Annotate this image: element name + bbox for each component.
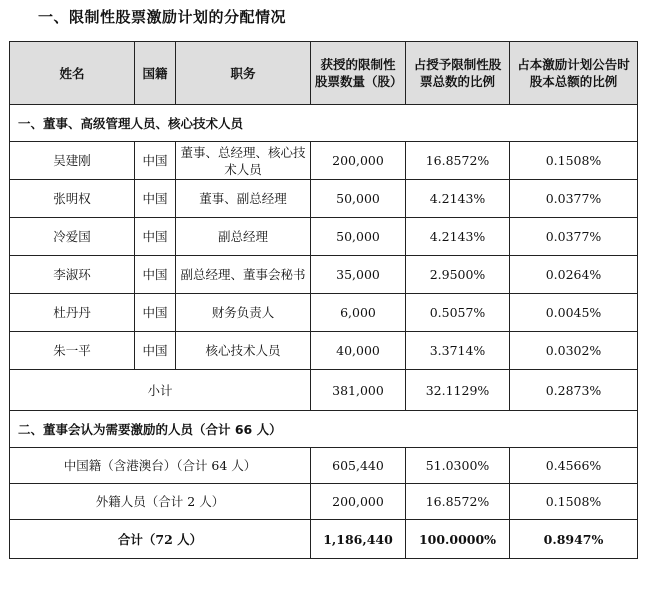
- section2-title: 二、董事会认为需要激励的人员（合计 66 人）: [10, 411, 638, 448]
- cell-name: 朱一平: [10, 332, 135, 370]
- table-row: [10, 332, 638, 370]
- cell-nationality: 中国: [135, 142, 176, 180]
- cell-pct-total: 0.0377%: [510, 180, 638, 218]
- cell-name: 张明权: [10, 180, 135, 218]
- cell-shares: 35,000: [311, 256, 406, 294]
- header-pct-total: 占本激励计划公告时股本总额的比例: [510, 42, 638, 105]
- cell-position: 副总经理、董事会秘书: [176, 256, 311, 294]
- cell-name: 李淑环: [10, 256, 135, 294]
- cell-shares: 605,440: [311, 448, 406, 484]
- cell-pct-total: 0.0302%: [510, 332, 638, 370]
- cell-position: 董事、副总经理: [176, 180, 311, 218]
- cell-pct-granted: 4.2143%: [406, 218, 510, 256]
- table-row: [10, 448, 638, 484]
- cell-pct-granted: 3.3714%: [406, 332, 510, 370]
- cell-pct-total: 0.0264%: [510, 256, 638, 294]
- section1-title-row: [10, 105, 638, 142]
- cell-pct-total: 0.0045%: [510, 294, 638, 332]
- table-row: [10, 142, 638, 180]
- cell-name: 杜丹丹: [10, 294, 135, 332]
- cell-pct-granted: 16.8572%: [406, 484, 510, 520]
- cell-pct-granted: 51.0300%: [406, 448, 510, 484]
- header-nationality: 国籍: [135, 42, 176, 105]
- cell-pct-granted: 4.2143%: [406, 180, 510, 218]
- cell-pct-granted: 16.8572%: [406, 142, 510, 180]
- cell-nationality: 中国: [135, 294, 176, 332]
- header-pct-granted: 占授予限制性股票总数的比例: [406, 42, 510, 105]
- cell-nationality: 中国: [135, 332, 176, 370]
- table-row: [10, 218, 638, 256]
- cell-nationality: 中国: [135, 218, 176, 256]
- allocation-table: [9, 41, 638, 559]
- cell-pct-total: 0.0377%: [510, 218, 638, 256]
- cell-shares: 40,000: [311, 332, 406, 370]
- cell-position: 核心技术人员: [176, 332, 311, 370]
- group-label: 外籍人员（合计 2 人）: [10, 484, 311, 520]
- cell-pct-total: 0.1508%: [510, 142, 638, 180]
- section2-title-row: [10, 411, 638, 448]
- cell-position: 财务负责人: [176, 294, 311, 332]
- group-label: 中国籍（含港澳台）（合计 64 人）: [10, 448, 311, 484]
- total-shares: 1,186,440: [311, 520, 406, 559]
- table-row: [10, 294, 638, 332]
- cell-pct-total: 0.1508%: [510, 484, 638, 520]
- subtotal-shares: 381,000: [311, 370, 406, 411]
- cell-shares: 6,000: [311, 294, 406, 332]
- subtotal-pct-total: 0.2873%: [510, 370, 638, 411]
- cell-shares: 50,000: [311, 218, 406, 256]
- subtotal-pct-granted: 32.1129%: [406, 370, 510, 411]
- total-label: 合计（72 人）: [10, 520, 311, 559]
- cell-shares: 50,000: [311, 180, 406, 218]
- cell-nationality: 中国: [135, 180, 176, 218]
- header-row: [10, 42, 638, 105]
- table-row: [10, 256, 638, 294]
- cell-name: 吴建刚: [10, 142, 135, 180]
- table-row: [10, 180, 638, 218]
- table-row: [10, 484, 638, 520]
- section1-title: 一、董事、高级管理人员、核心技术人员: [10, 105, 638, 142]
- cell-shares: 200,000: [311, 484, 406, 520]
- cell-shares: 200,000: [311, 142, 406, 180]
- total-pct-granted: 100.0000%: [406, 520, 510, 559]
- cell-pct-granted: 0.5057%: [406, 294, 510, 332]
- total-row: [10, 520, 638, 559]
- subtotal-label: 小计: [10, 370, 311, 411]
- cell-pct-total: 0.4566%: [510, 448, 638, 484]
- cell-name: 冷爱国: [10, 218, 135, 256]
- header-position: 职务: [176, 42, 311, 105]
- section-heading: 一、限制性股票激励计划的分配情况: [38, 8, 287, 26]
- header-shares: 获授的限制性股票数量（股）: [311, 42, 406, 105]
- cell-pct-granted: 2.9500%: [406, 256, 510, 294]
- header-name: 姓名: [10, 42, 135, 105]
- cell-position: 副总经理: [176, 218, 311, 256]
- cell-position: 董事、总经理、核心技术人员: [176, 142, 311, 180]
- total-pct-total: 0.8947%: [510, 520, 638, 559]
- subtotal-row: [10, 370, 638, 411]
- cell-nationality: 中国: [135, 256, 176, 294]
